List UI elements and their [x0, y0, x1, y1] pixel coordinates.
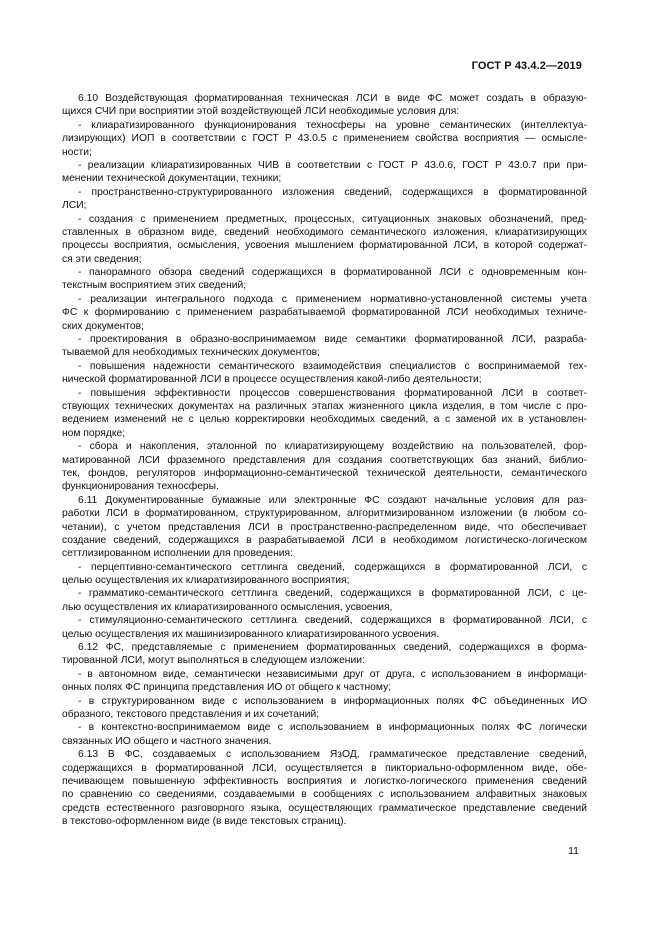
- text-line: тек, фондов, регуляторов информационно-семантической технической деятельности, семантического: [62, 467, 587, 479]
- text-line: - в структурированном виде с использованием в информационных полях ФС объединенных ИО: [78, 695, 587, 707]
- text-line: ЛСИ;: [62, 200, 87, 212]
- text-line: ности;: [62, 146, 92, 158]
- text-line: ведением изменений не с целью корректировки необходимых сведений, а с заменой их в установлен-: [62, 414, 587, 426]
- text-line: - реализации интегрального подхода с применением нормативно-установленной системы учета: [78, 293, 587, 305]
- text-line: 6.10 Воздействующая форматированная техническая ЛСИ в виде ФС может создать в образую-: [78, 93, 587, 104]
- text-line: текстным восприятием этих сведений;: [62, 280, 247, 292]
- text-line: менении технической документации, техники;: [62, 173, 282, 185]
- text-line: - стимуляционно-семантического сеттлинга сведений, содержащихся в форматированной ЛСИ, с: [78, 615, 587, 627]
- page-number: 11: [568, 845, 579, 857]
- text-line: процессы восприятия, осмысления, усвоения мышлением форматированной ЛСИ, в которой содержат-: [62, 240, 587, 252]
- text-line: ся эти сведения;: [62, 253, 142, 265]
- text-line: лью осуществления их клиаратизированного осмысления, усвоения,: [62, 601, 393, 613]
- text-line: - пространственно-структурированного изложения сведений, содержащихся в форматированной: [78, 186, 587, 198]
- text-line: работки ЛСИ в форматированном, структурированном, алгоритмизированном изложении (в любом со-: [62, 508, 587, 520]
- text-line: - грамматико-семантического сеттлинга сведений, содержащихся в форматированной ЛСИ, с це-: [78, 588, 587, 600]
- text-line: содержащихся в форматированной ЛСИ, осуществляется в пикториально-оформленном виде, обе-: [62, 762, 587, 774]
- text-line: - реализации клиаратизированных ЧИВ в соответствии с ГОСТ Р 43.0.6, ГОСТ Р 43.0.7 при при-: [78, 159, 587, 171]
- text-line: - панорамного обзора сведений содержащихся в форматированной ЛСИ с одновременным кон-: [78, 267, 587, 279]
- text-line: целью осуществления их машинизированного клиаратизированного усвоения.: [62, 628, 440, 640]
- text-line: лизирующих) ИОП в соответствии с ГОСТ Р 43.0.5 с применением свойства восприятия — осмысле-: [62, 133, 587, 145]
- text-line: - повышения надежности семантического взаимодействия специалистов с воспринимаемой тех-: [78, 360, 587, 372]
- text-line: ФС к формированию с применением разрабатываемой форматированной ЛСИ необходимых техниче-: [62, 307, 587, 319]
- text-line: - повышения эффективности процессов совершенствования форматированной ЛСИ в соответ-: [78, 387, 587, 399]
- text-line: - в контекстно-воспринимаемом виде с использованием в информационных полях ФС логически: [78, 722, 587, 734]
- text-line: в текстово-оформленном виде (в виде текстовых страниц).: [62, 816, 347, 828]
- text-line: онных полях ФС принципа представления ИО от общего к частному;: [62, 682, 392, 694]
- text-line: сеттлизированном исполнении для проведения:: [62, 548, 293, 560]
- text-line: связанных ИО общего и частного значения.: [62, 735, 272, 747]
- text-line: 6.11 Документированные бумажные или электронные ФС создают начальные условия для раз-: [78, 494, 587, 506]
- text-line: образного, текстового представления и их сочетаний;: [62, 708, 320, 720]
- text-line: по сравнению со сведениями, создаваемыми в сообщениях с использованием алфавитных знаковых: [62, 789, 587, 801]
- text-line: ном порядке;: [62, 427, 126, 439]
- text-line: матированной ЛСИ фраземного представления для создания соответствующих баз знаний, библио-: [62, 454, 587, 466]
- text-line: создание сведений, содержащихся в разрабатываемой ЛСИ в необходимом логистическо-логическом: [62, 534, 587, 546]
- text-line: нической форматированной ЛСИ в процессе осуществления какой-либо деятельности;: [62, 374, 482, 386]
- text-line: целью осуществления их клиаратизированного восприятия;: [62, 575, 350, 587]
- document-body: [62, 92, 587, 828]
- text-line: функционирования техносферы.: [62, 481, 219, 493]
- text-line: ставленных в образном виде, сведений необходимого семантического изложения, клиаратизирующих: [62, 226, 587, 238]
- text-line: средств естественного разговорного языка, осуществляющих грамматическое представление сведений: [62, 802, 587, 814]
- text-line: - клиаратизированного функционирования техносферы на уровне семантических (интеллектуа-: [78, 119, 587, 131]
- text-line: ских документов;: [62, 320, 144, 332]
- text-line: четании), с учетом представления ЛСИ в пространственно-распределенном виде, что обеспечивает: [62, 521, 587, 533]
- text-line: - сбора и накопления, эталонной по клиаратизирующему воздействию на пользователей, фор-: [78, 441, 587, 453]
- text-line: тированной ЛСИ, могут выполняться в следующем изложении:: [62, 655, 365, 667]
- text-line: - проектирования в образно-воспринимаемом виде семантики форматированной ЛСИ, разраба-: [78, 334, 587, 346]
- document-code-header: ГОСТ Р 43.4.2—2019: [471, 60, 582, 72]
- text-line: тываемой для необходимых технических документов;: [62, 347, 321, 359]
- text-line: 6.13 В ФС, создаваемых с использованием ЯзОД, грамматическое представление сведений,: [78, 749, 587, 761]
- text-line: - в автономном виде, семантически независимыми друг от друга, с использованием в информаци-: [78, 668, 587, 680]
- text-line: печивающем повышенную эффективность восприятия и логистко-логического применения сведений: [62, 775, 587, 787]
- text-line: 6.12 ФС, представляемые с применением форматированных сведений, содержащихся в форма-: [78, 642, 587, 654]
- text-line: ствующих технических документах на различных этапах жизненного цикла изделия, в том числе с про-: [62, 400, 587, 412]
- text-line: - перцептивно-семантического сеттлинга сведений, содержащихся в форматированной ЛСИ, с: [78, 561, 587, 573]
- text-line: - создания с применением предметных, процессных, ситуационных знаковых обозначений, пред-: [78, 213, 587, 225]
- text-line: щихся СЧИ при восприятии этой воздействующей ЛСИ необходимые условия для:: [62, 106, 460, 118]
